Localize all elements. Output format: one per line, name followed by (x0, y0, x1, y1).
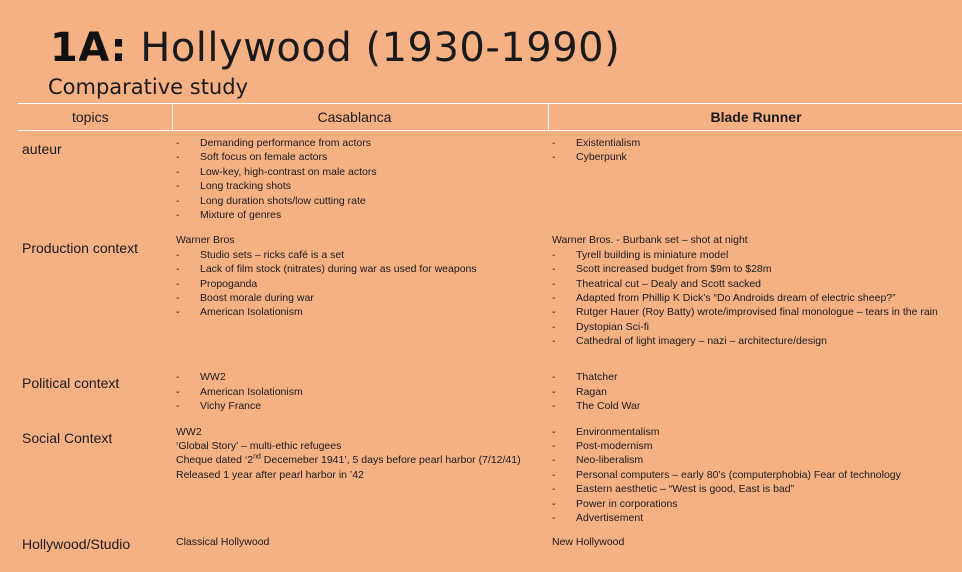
topic-political: Political context (22, 375, 120, 392)
list-item: - Neo-liberalism (552, 453, 958, 467)
list-item: - Lack of film stock (nitrates) during war as used for weapons (176, 262, 544, 276)
casablanca-auteur-list (176, 136, 544, 222)
list-item: - Propoganda (176, 277, 544, 291)
header-casablanca: Casablanca (172, 104, 548, 131)
list-item: - The Cold War (552, 399, 958, 413)
list-item: - Long duration shots/low cutting rate (176, 194, 544, 208)
list-item: - Ragan (552, 385, 958, 399)
list-item: - Mixture of genres (176, 208, 544, 222)
topic-studio: Hollywood/Studio (22, 535, 131, 552)
list-item: - Theatrical cut – Dealy and Scott sacked (552, 277, 958, 291)
blade-runner-social-list (552, 425, 958, 526)
casablanca-studio: Classical Hollywood (176, 535, 270, 548)
list-item: - Studio sets – ricks café is a set (176, 248, 544, 262)
topic-production: Production context (22, 240, 138, 257)
list-item: - Soft focus on female actors (176, 150, 544, 164)
topic-social: Social Context (22, 429, 113, 446)
title-code: 1A: (50, 25, 128, 71)
list-item: - Tyrell building is miniature model (552, 248, 958, 262)
casablanca-production-list (176, 248, 544, 320)
table-row (18, 365, 962, 419)
list-item: - Environmentalism (552, 425, 958, 439)
blade-runner-production-intro: Warner Bros. - Burbank set – shot at night (552, 234, 748, 247)
list-item: - Demanding performance from actors (176, 136, 544, 150)
list-item: - Boost morale during war (176, 291, 544, 305)
list-item: - Scott increased budget from $9m to $28m (552, 262, 958, 276)
header-topics: topics (18, 104, 172, 131)
list-item: - Low-key, high-contrast on male actors (176, 165, 544, 179)
comparison-table (18, 103, 962, 552)
slide-title (50, 24, 620, 72)
list-item: - Dystopian Sci-fi (552, 320, 958, 334)
table-row (18, 420, 962, 532)
list-item: - Existentialism (552, 136, 958, 150)
list-item: - Advertisement (552, 511, 958, 525)
table-row (18, 532, 962, 572)
title-text: Hollywood (1930-1990) (140, 25, 621, 71)
blade-runner-political-list (552, 370, 958, 413)
list-item: - Cathedral of light imagery – nazi – architecture/design (552, 334, 958, 348)
list-item: - American Isolationism (176, 305, 544, 319)
list-item: - Thatcher (552, 370, 958, 384)
list-item: - Power in corporations (552, 497, 958, 511)
table-row (18, 228, 962, 365)
table-row (18, 131, 962, 229)
header-blade-runner: Blade Runner (548, 104, 962, 131)
header-row (18, 104, 962, 131)
list-item: - WW2 (176, 370, 544, 384)
blade-runner-production-list (552, 248, 958, 349)
list-item: - Cyberpunk (552, 150, 958, 164)
list-item: - Post-modernism (552, 439, 958, 453)
blade-runner-studio: New Hollywood (552, 535, 625, 548)
list-item: - Long tracking shots (176, 179, 544, 193)
slide-subtitle: Comparative study (48, 75, 249, 99)
list-item: - Vichy France (176, 399, 544, 413)
casablanca-political-list (176, 370, 544, 413)
list-item: - Personal computers – early 80’s (computerphobia) Fear of technology (552, 468, 958, 482)
topic-auteur: auteur (22, 141, 62, 157)
casablanca-social-text: WW2 ‘Global Story’ – multi-ethic refugees Cheque dated ‘2nd Decemeber 1941’, 5 days before pearl harbor (7/12/41) Released 1 year after pearl harbor in ’42 (176, 425, 521, 481)
list-item: - American Isolationism (176, 385, 544, 399)
list-item: - Rutger Hauer (Roy Batty) wrote/improvised final monologue – tears in the rain (552, 305, 958, 319)
list-item: - Adapted from Phillip K Dick’s “Do Androids dream of electric sheep?” (552, 291, 958, 305)
casablanca-production-intro: Warner Bros (176, 234, 235, 247)
list-item: - Eastern aesthetic – “West is good, East is bad” (552, 482, 958, 496)
blade-runner-auteur-list (552, 136, 958, 165)
